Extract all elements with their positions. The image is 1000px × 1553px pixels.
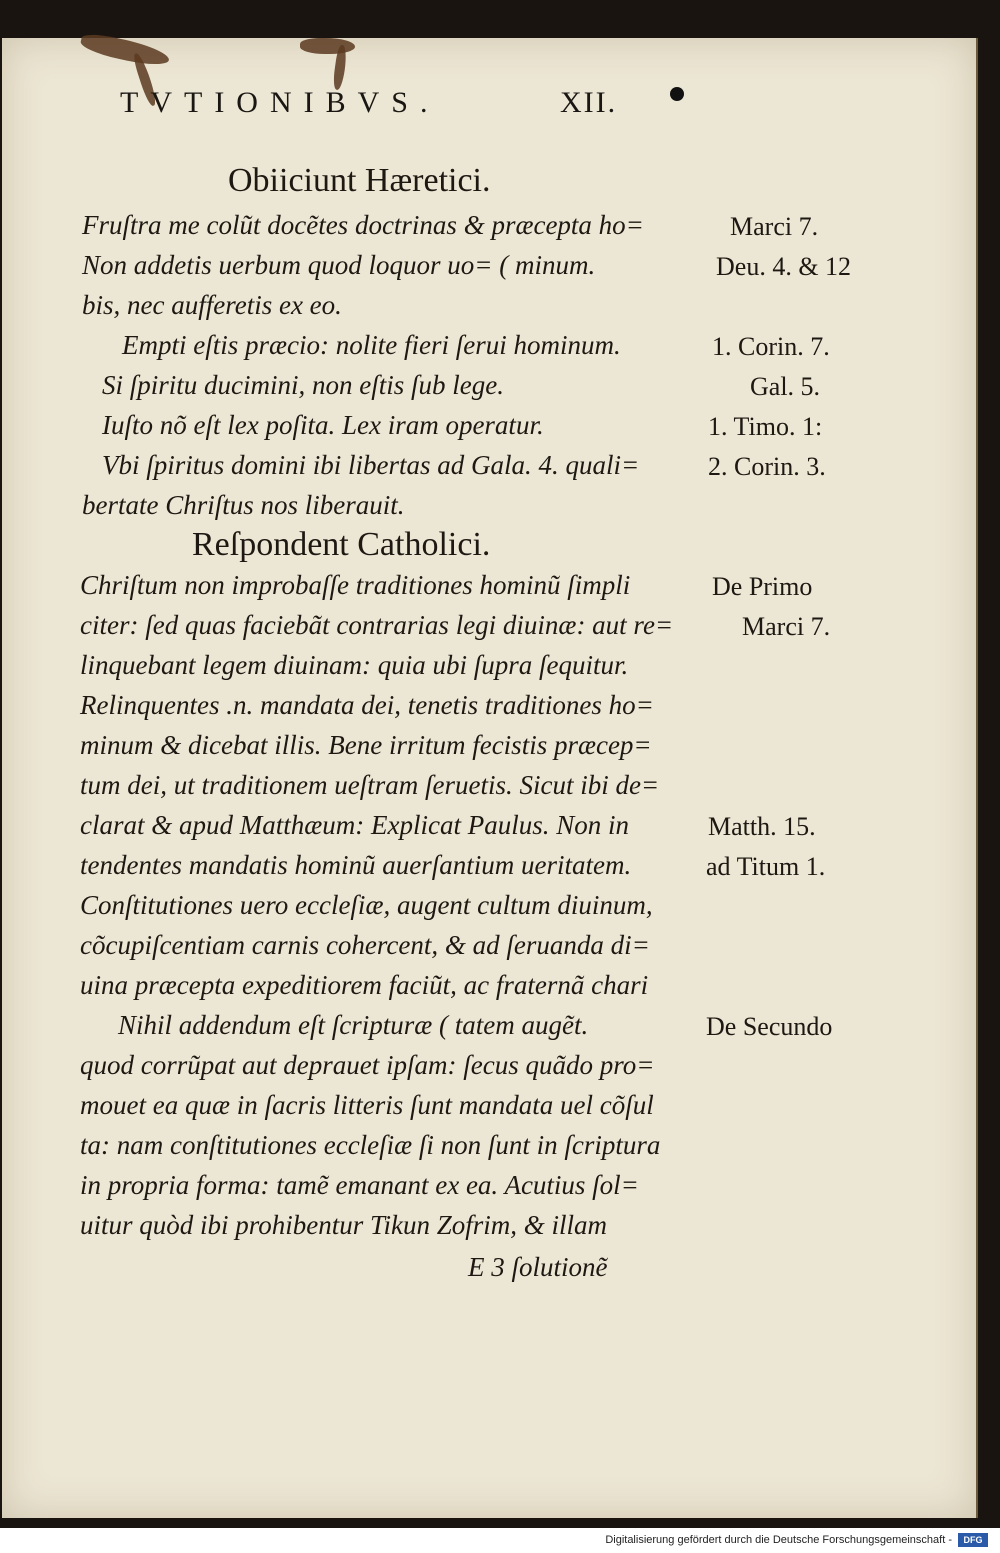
margin-note: 2. Corin. 3. <box>708 452 826 481</box>
margin-note: De Secundo <box>706 1012 833 1041</box>
margin-note: De Primo <box>712 572 813 601</box>
text-line: mouet ea quæ in ſacris litteris ſunt mandata uel cõſul <box>80 1090 654 1120</box>
margin-note: Deu. 4. & 12 <box>716 252 852 281</box>
text-line: clarat & apud Matthæum: Explicat Paulus. Non in <box>80 810 629 840</box>
text-line: Non addetis uerbum quod loquor uo= ( minum. <box>82 250 596 280</box>
text-line: ta: nam conſtitutiones eccleſiæ ſi non ſunt in ſcriptura <box>80 1130 661 1160</box>
text-line: bis, nec aufferetis ex eo. <box>82 290 342 320</box>
margin-note: Marci 7. <box>730 212 819 241</box>
running-header <box>120 86 1000 120</box>
margin-note: ad Titum 1. <box>706 852 826 881</box>
section-heading-heretici: Obiiciunt Hæretici. <box>228 162 491 199</box>
dfg-logo-icon: DFG <box>958 1533 988 1547</box>
text-line: Chriſtum non improbaſſe traditiones hominũ ſimpli <box>80 570 631 600</box>
text-line: Empti eſtis præcio: nolite fieri ſerui hominum. <box>122 330 621 360</box>
folio-number: XII. <box>560 86 618 119</box>
text-line: Nihil addendum eſt ſcripturæ ( tatem augẽt. <box>118 1010 589 1040</box>
text-line: Vbi ſpiritus domini ibi libertas ad Gala. 4. quali= <box>102 450 640 480</box>
text-line: Conſtitutiones uero eccleſiæ, augent cultum diuinum, <box>80 890 653 920</box>
text-line: citer: ſed quas faciebãt contrarias legi diuinæ: aut re= <box>80 610 674 640</box>
margin-note: Gal. 5. <box>750 372 821 401</box>
text-line: minum & dicebat illis. Bene irritum fecistis præcep= <box>80 730 652 760</box>
text-line: Fruſtra me colũt docẽtes doctrinas & præcepta ho= <box>82 210 644 240</box>
text-line: Si ſpiritu ducimini, non eſtis ſub lege. <box>102 370 504 400</box>
section-heading-catholici: Reſpondent Catholici. <box>192 526 491 563</box>
margin-note: Marci 7. <box>742 612 831 641</box>
text-line: in propria forma: tamẽ emanant ex ea. Acutius ſol= <box>80 1170 639 1200</box>
text-line: tendentes mandatis hominũ auerſantium ueritatem. <box>80 850 632 880</box>
text-line: tum dei, ut traditionem ueſtram ſeruetis. Sicut ibi de= <box>80 770 660 800</box>
text-line: Relinquentes .n. mandata dei, tenetis traditiones ho= <box>80 690 654 720</box>
funding-notice: Digitalisierung gefördert durch die Deutsche Forschungsgemeinschaft - <box>605 1534 952 1546</box>
text-line: uitur quòd ibi prohibentur Tikun Zofrim, & illam <box>80 1210 608 1240</box>
running-title: TVTIONIBVS. <box>120 86 440 119</box>
margin-note: 1. Corin. 7. <box>712 332 830 361</box>
text-line: bertate Chriſtus nos liberauit. <box>82 490 405 520</box>
text-line: Iuſto nõ eſt lex poſita. Lex iram operatur. <box>102 410 544 440</box>
text-line: uina præcepta expeditiorem faciũt, ac fraternã chari <box>80 970 649 1000</box>
text-line: linquebant legem diuinam: quia ubi ſupra ſequitur. <box>80 650 629 680</box>
text-line: cõcupiſcentiam carnis cohercent, & ad ſeruanda di= <box>80 930 650 960</box>
text-line: quod corrũpat aut deprauet ipſam: ſecus quãdo pro= <box>80 1050 655 1080</box>
margin-note: 1. Timo. 1: <box>708 412 823 441</box>
ink-stain-middle <box>300 38 355 54</box>
margin-note: Matth. 15. <box>708 812 816 841</box>
catchword-line: E 3 ſolutionẽ <box>468 1252 608 1282</box>
